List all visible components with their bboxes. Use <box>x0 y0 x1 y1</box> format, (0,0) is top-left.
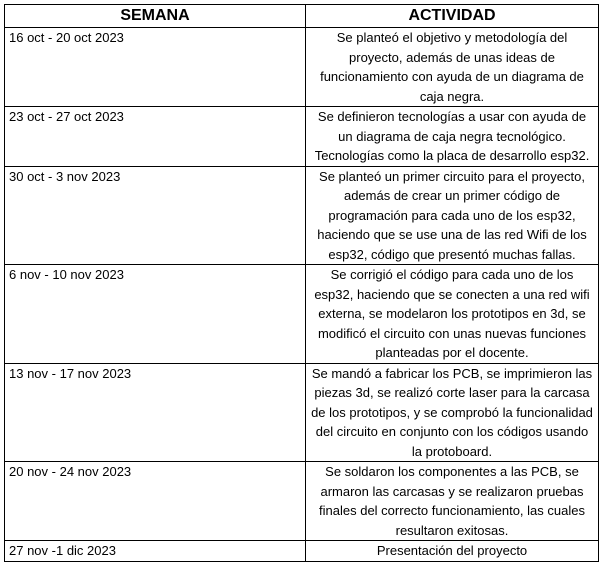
activity-cell: Se planteó un primer circuito para el proyecto, además de crear un primer código de programación para cada uno de los esp32, haciendo que se use una de las red Wifi de los esp32, código que presentó muchas fallas. <box>306 166 599 265</box>
activity-cell: Se planteó el objetivo y metodología del proyecto, además de unas ideas de funcionamiento con ayuda de un diagrama de caja negra. <box>306 28 599 107</box>
week-cell: 16 oct - 20 oct 2023 <box>5 28 306 107</box>
header-row <box>5 5 599 28</box>
week-cell: 6 nov - 10 nov 2023 <box>5 265 306 364</box>
week-cell: 13 nov - 17 nov 2023 <box>5 363 306 462</box>
table-row <box>5 363 599 462</box>
activity-cell: Se mandó a fabricar los PCB, se imprimieron las piezas 3d, se realizó corte laser para la carcasa de los prototipos, y se comprobó la funcionalidad del circuito en conjunto con los códigos usando la protoboard. <box>306 363 599 462</box>
week-cell: 30 oct - 3 nov 2023 <box>5 166 306 265</box>
header-week: SEMANA <box>5 5 306 28</box>
table-row <box>5 107 599 167</box>
table-row <box>5 462 599 541</box>
activity-cell: Se soldaron los componentes a las PCB, se armaron las carcasas y se realizaron pruebas finales del correcto funcionamiento, las cuales resultaron exitosas. <box>306 462 599 541</box>
schedule-table <box>4 4 599 562</box>
table-row <box>5 28 599 107</box>
activity-cell: Presentación del proyecto <box>306 541 599 562</box>
activity-cell: Se definieron tecnologías a usar con ayuda de un diagrama de caja negra tecnológico. Tecnologías como la placa de desarrollo esp32. <box>306 107 599 167</box>
week-cell: 27 nov -1 dic 2023 <box>5 541 306 562</box>
activity-cell: Se corrigió el código para cada uno de los esp32, haciendo que se conecten a una red wifi externa, se modelaron los prototipos en 3d, se modificó el circuito con unas nuevas funciones planteadas por el docente. <box>306 265 599 364</box>
table-row <box>5 265 599 364</box>
header-activity: ACTIVIDAD <box>306 5 599 28</box>
table-row <box>5 541 599 562</box>
table-row <box>5 166 599 265</box>
week-cell: 20 nov - 24 nov 2023 <box>5 462 306 541</box>
week-cell: 23 oct - 27 oct 2023 <box>5 107 306 167</box>
